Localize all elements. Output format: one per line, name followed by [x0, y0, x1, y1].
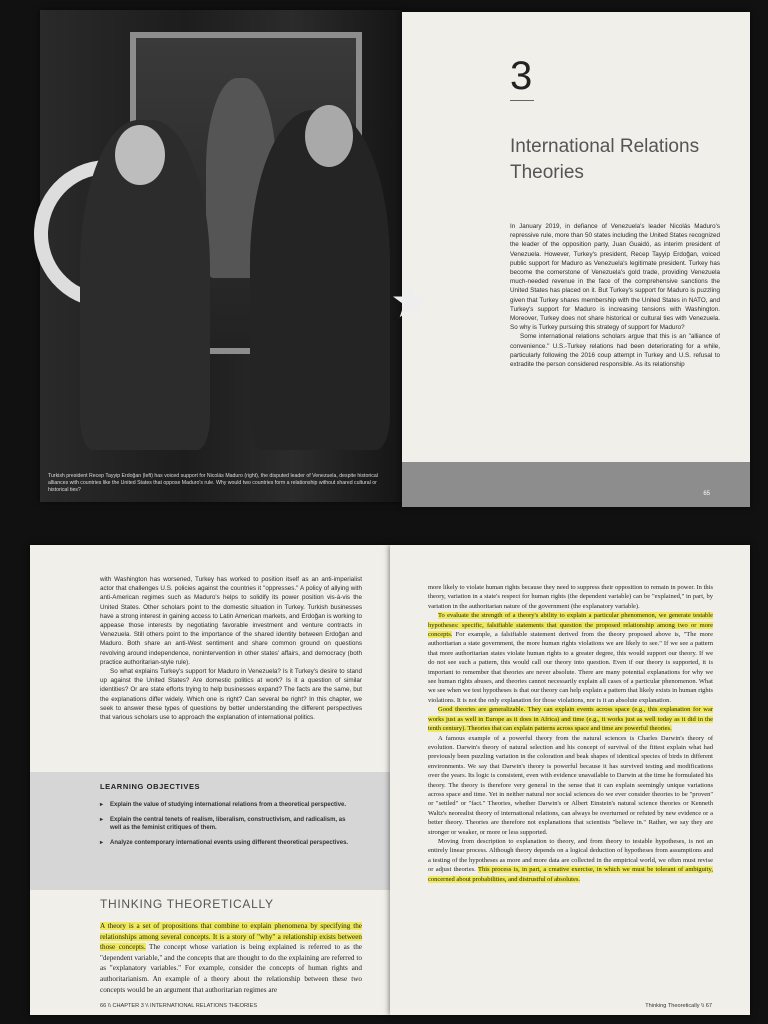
paragraph-2: So what explains Turkey's support for Maduro in Venezuela? Is it Turkey's desire to stand up against the United States? Are domestic politics at work? Is it a question of similar identities? Or are state efforts trying to help businesses expand? The facts are the same, but the explanations differ widely. Which one is right? Can several be right? In this chapter, we seek to answer these types of questions by better understanding the different perspectives that various scholars use to approach the explanation of international politics.	[100, 668, 362, 722]
flag-star-icon: ★	[390, 275, 432, 327]
opening-paragraph-1: In January 2019, in defiance of Venezuela's leader Nicolás Maduro's repressive rule, more than 50 states including the United States recognized the leader of the opposition party, Juan Guaidó, as interim president of Venezuela. However, Turkey's president, Recep Tayyip Erdoğan, voiced public support for Maduro as Venezuela's legitimate president. Turkey has become the cornerstone of Venezuela's gold trade, providing Venezuela much-needed revenue in the face of the comprehensive sanctions the United States has placed on it. But Turkey's support for Maduro is puzzling given that Turkey shares membership with the United States in NATO, and Turkey's support for Maduro is increasing tensions with Washington. Moreover, Turkey does not share historical or cultural ties with Venezuela. So why is Turkey pursuing this strategy of support for Maduro?	[510, 223, 720, 332]
continued-text	[100, 575, 362, 722]
theory-paragraph	[100, 921, 362, 995]
paragraph-text: The concept whose variation is being explained is referred to as the "dependent variable," and the concepts that are thought to do the explaining are referred to as "explanatory variables." For example, consider the concepts of human rights and authoritarianism. An example of a theory about the relationship between these two concepts would be an argument that authoritarian regimes are	[100, 943, 362, 994]
page-footer: Thinking Theoretically \\ 67	[645, 1003, 712, 1009]
page-66	[30, 545, 390, 1015]
paragraph-1: with Washington has worsened, Turkey has worked to position itself as an anti-imperialist actor that challenges U.S. policies against the countries it "oppresses." A policy of allying with anti-American regimes such as Maduro's helps to solidify its power position vis-à-vis the United States. Other scholars point to the domestic situation in Turkey. Turkish businesses have a strong interest in gaining access to Latin American markets, and Erdoğan is working to appease those interests by negotiating favorable investment and venture contracts in Venezuela. Still others point to the importance of the shared identity between Erdoğan and Maduro. Both share an anti-West sentiment and share common ground on questions revolving around independence, nonintervention in other states' affairs, and democracy (both practice authoritarian-style rule).	[100, 576, 362, 666]
highlighted-text: Good theories are generalizable. They can explain events across space (e.g., this explanation for war works just as well in Europe as it does in Africa) and time (e.g., it works just as well today as it did in the tenth century). Theories that can explain patterns across space and time are powerful theories.	[428, 706, 713, 733]
highlighted-definition: A theory is a set of propositions that combine to explain phenomena by specifying the relationships among several concepts. It is a story of "why" a relationship exists between those concepts.	[100, 922, 362, 952]
paragraph-1: more likely to violate human rights because they need to suppress their opposition to remain in power. In this theory, variation in a state's respect for human rights (the dependent variable) can be "explained," in part, by variation in the authoritarian nature of the government (the explanatory variable).	[428, 584, 713, 610]
face-right	[305, 105, 353, 167]
highlighted-text: This process is, in part, a creative exercise, in which we must be tolerant of ambiguity, concerned about probabilities, and distrustful of absolutes.	[428, 866, 713, 883]
paragraph-5	[428, 837, 713, 884]
section-title: THINKING THEORETICALLY	[100, 897, 274, 911]
page-67	[390, 545, 750, 1015]
learning-objectives-box	[30, 772, 400, 890]
paragraph-2	[428, 611, 713, 705]
cover-photo	[40, 10, 402, 502]
main-text	[428, 583, 713, 884]
page-number: 65	[703, 491, 710, 497]
paragraph-3	[428, 705, 713, 733]
paragraph-4: A famous example of a powerful theory from the natural sciences is Charles Darwin's theory of evolution. Darwin's theory of natural selection and his concept of survival of the fittest explain what had previously been puzzling variation in the coloration and beak shapes of identical species of birds in different environments. We say that Darwin's theory is powerful because it has survived testing and modifications over the years. Its logic is consistent, even with evidence unavailable to Darwin at the time he formulated his theory. The theory is therefore very general in the sense that it can explain seemingly unique variations across space and time. Yet in neither natural nor social sciences do we ever consider theories to be "proven" or "settled" or "fact." Theories, whether Darwin's or Albert Einstein's natural science theories or Kenneth Waltz's neorealist theory of international relations, can always be overturned or refuted by new evidence or a better theory. Theories are therefore not explanations that scientists "believe in." Rather, we say they are stronger or weaker, or more or less supported.	[428, 734, 713, 836]
face-left	[115, 125, 165, 185]
objective-item: ▸ Explain the value of studying international relations from a theoretical perspective.	[100, 801, 350, 810]
chapter-title: International Relations Theories	[510, 136, 700, 183]
paragraph-text: Moving from description to explanation to theory, and from theory to testable hypotheses, is not an entirely linear process. Although theory depends on a logical deduction of hypotheses from assumptions and a testing of the hypotheses as more and more data are collected in the empirical world, we often must revise or adjust theories.	[428, 837, 713, 874]
highlighted-text: To evaluate the strength of a theory's ability to explain a particular phenomenon, we generate testable hypotheses: specific, falsifiable statements that question the proposed relationship among two or more concepts.	[428, 612, 713, 639]
opening-text	[510, 222, 720, 369]
learning-objectives-title: LEARNING OBJECTIVES	[100, 782, 201, 791]
chapter-number: 3	[510, 54, 533, 98]
photo-caption: Turkish president Recep Tayyip Erdoğan (left) has voiced support for Nicolás Maduro (right), the disputed leader of Venezuela, despite historical alliances with countries like the United States that oppose Maduro's rule. Why would two countries form a relationship without shared cultural or historical ties?	[48, 473, 378, 493]
objective-item: ▸ Analyze contemporary international events using different theoretical perspectives.	[100, 839, 350, 848]
opening-paragraph-2: Some international relations scholars argue that this is an "alliance of convenience." U.S.-Turkey relations had been deteriorating for a while, particularly following the 2016 coup attempt in Turkey and U.S. refusal to extradite the person considered responsible. As its relationship	[510, 333, 720, 369]
chapter-rule	[510, 100, 534, 101]
paragraph-text: For example, a falsifiable statement derived from the theory proposed above is, "The more authoritarian a state government, the more human rights violations we are likely to see." If we see a pattern that more authoritarian states violate human rights to a greater degree, this would support our theory. If we do not see such a pattern, this would call our theory into question. Even if our theory is supported, it is important to remember that theories are never absolute. There are many potential explanations for why we see human rights abuses, and theories cannot necessarily explain all cases of a particular phenomenon. What we see when we test hypotheses is that our theory can help explain a pattern that likely exists in human rights violations. It is not the only explanation for those violations, nor is it an absolute explanation.	[428, 631, 713, 704]
page-footer-band	[402, 462, 750, 507]
photo-page	[40, 10, 402, 502]
chapter-opener-page	[390, 12, 750, 507]
objective-item: ▸ Explain the central tenets of realism, liberalism, constructivism, and radicalism, as well as the feminist critiques of them.	[100, 816, 350, 833]
page-footer: 66 \\ CHAPTER 3 \\ INTERNATIONAL RELATIONS THEORIES	[100, 1003, 258, 1009]
